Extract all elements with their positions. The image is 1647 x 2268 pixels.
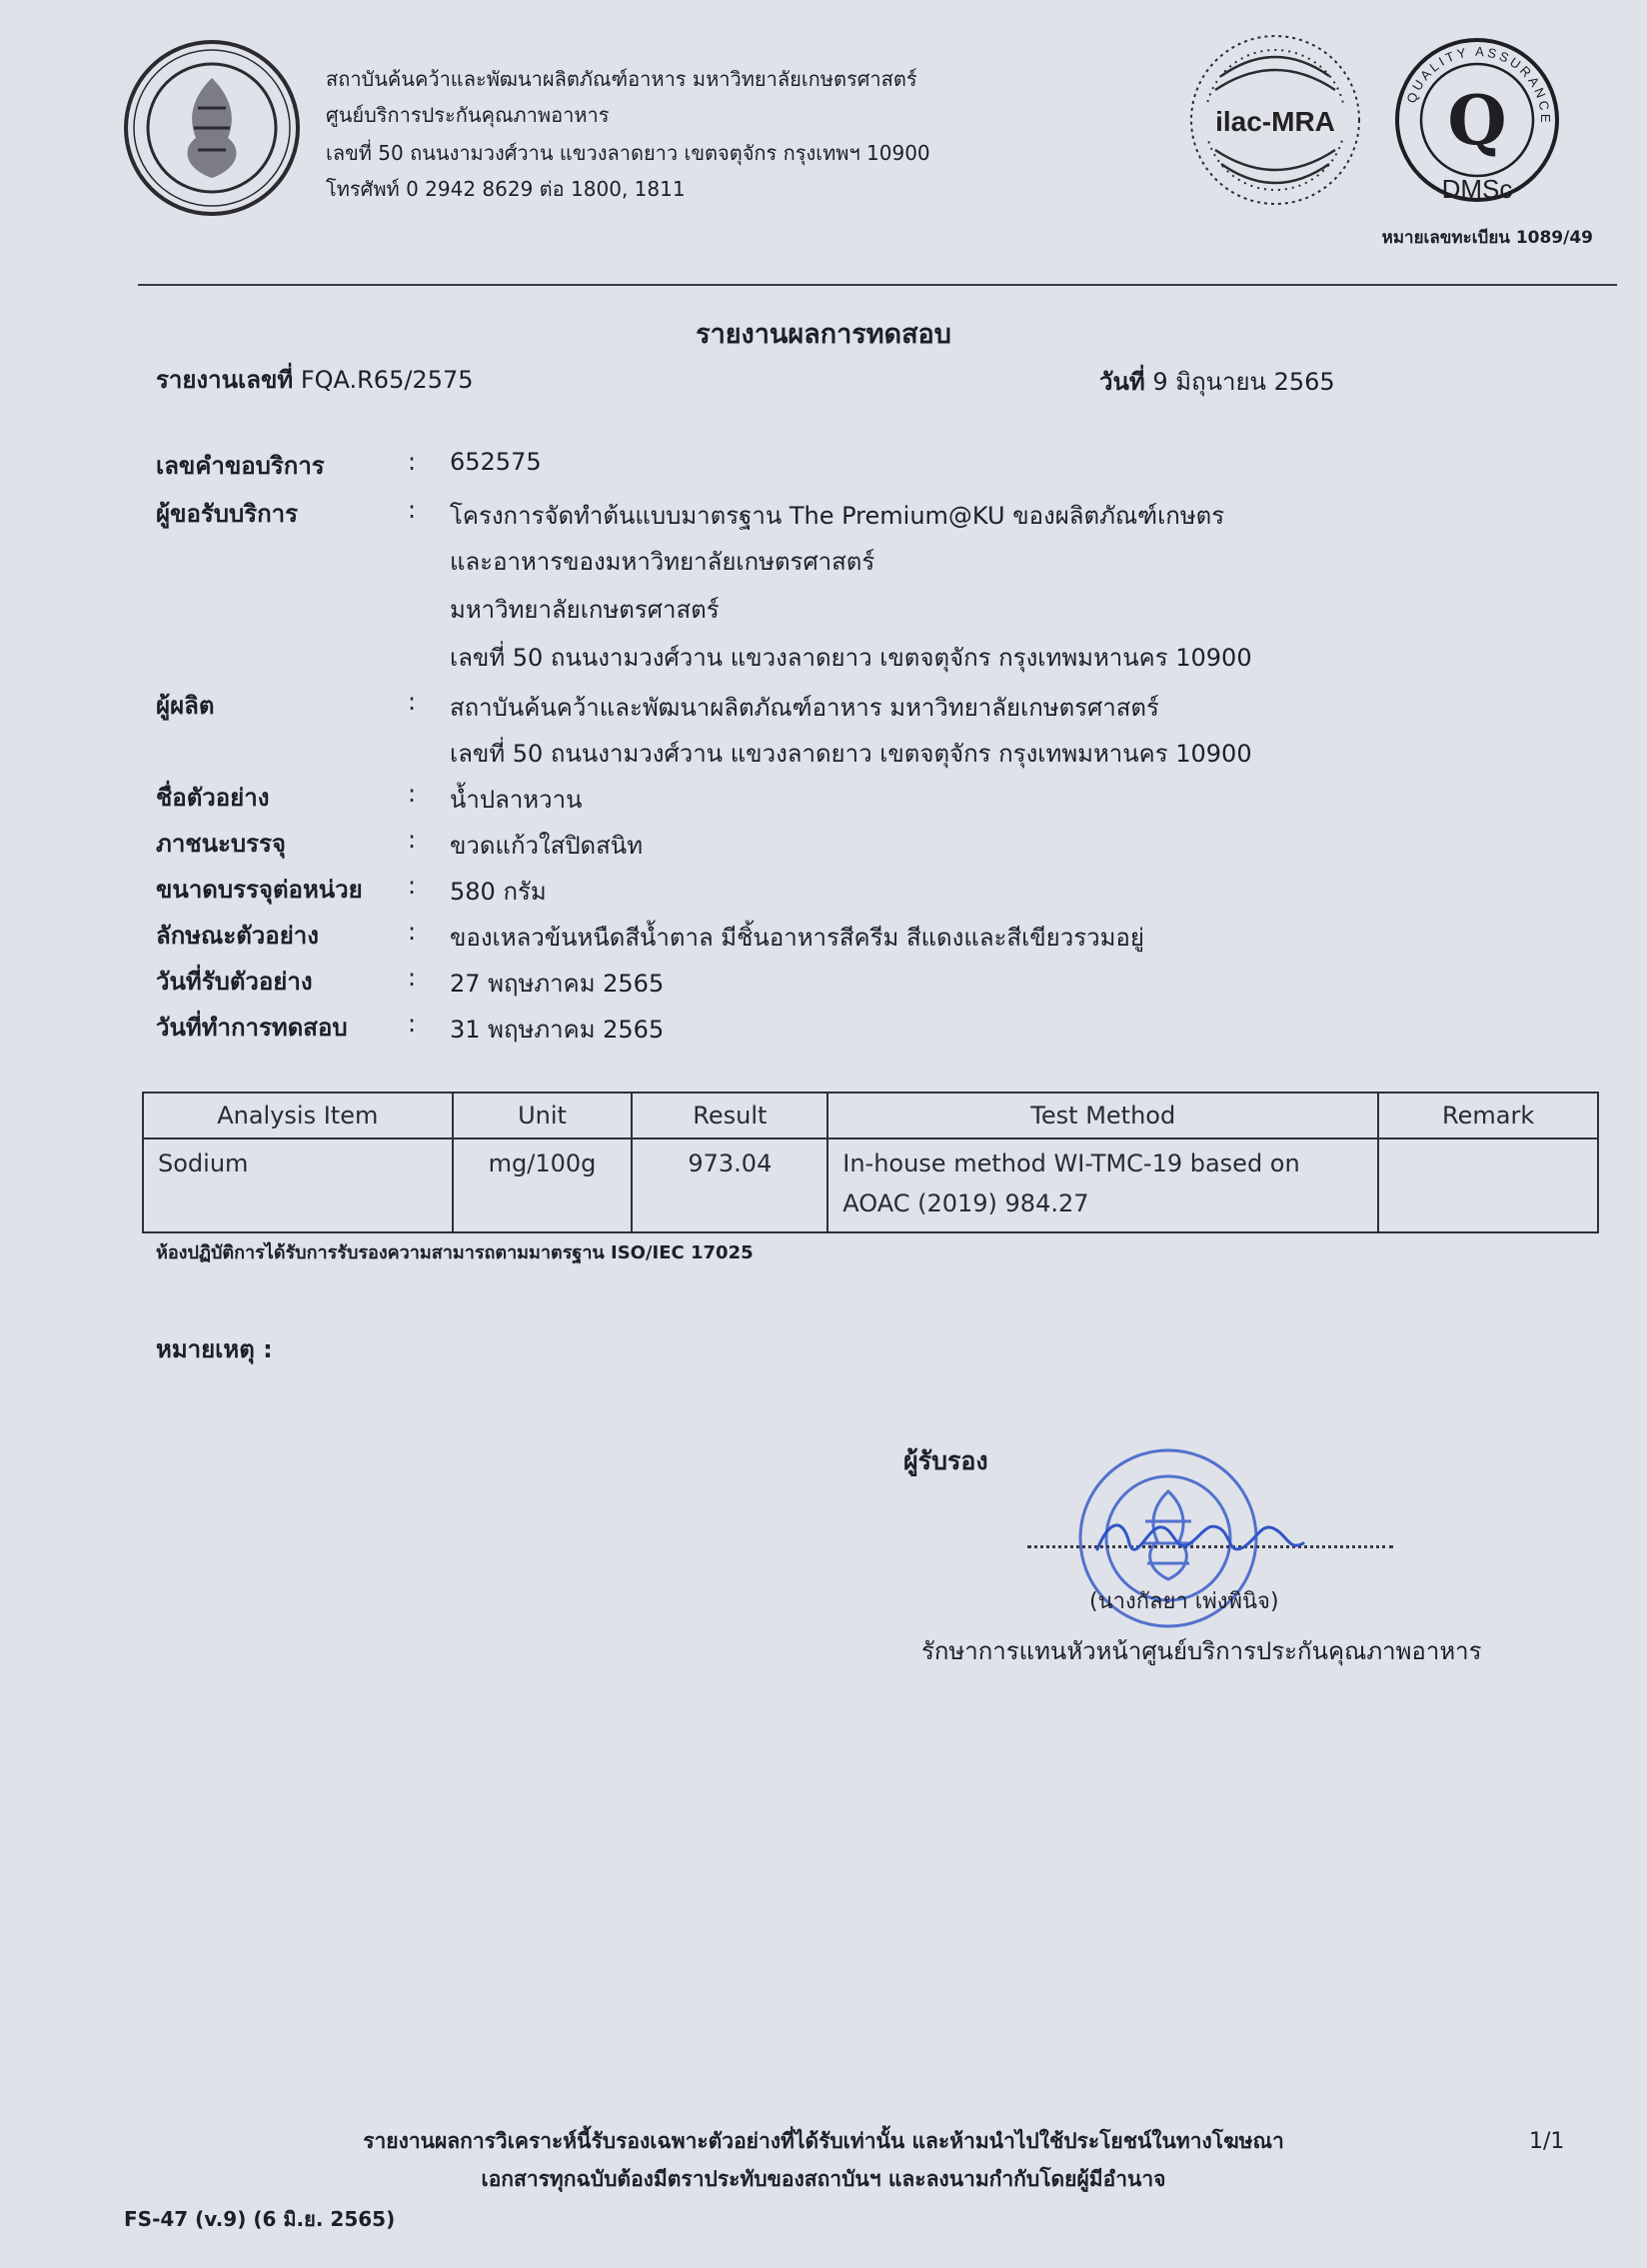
field-value-client-line1: โครงการจัดทำต้นแบบมาตรฐาน The Premium@KU ของผลิตภัณฑ์เกษตร (450, 502, 1225, 530)
test-method-line2: AOAC (2019) 984.27 (842, 1189, 1089, 1217)
header-divider (138, 284, 1617, 286)
header-center-name: ศูนย์บริการประกันคุณภาพอาหาร (326, 103, 610, 127)
table-row (143, 1138, 1598, 1232)
col-header-unit: Unit (453, 1093, 633, 1138)
table-header-row (143, 1093, 1598, 1138)
field-colon: : (408, 496, 417, 524)
field-label-received-date: วันที่รับตัวอย่าง (156, 968, 313, 996)
certifier-label: ผู้รับรอง (903, 1446, 988, 1475)
field-value-client-line4: เลขที่ 50 ถนนงามวงศ์วาน แขวงลาดยาว เขตจตุจักร กรุงเทพมหานคร 10900 (450, 644, 1252, 672)
dmsc-quality-assurance-logo (1387, 30, 1567, 210)
field-colon: : (408, 688, 417, 716)
field-value-request-no: 652575 (450, 448, 542, 476)
footer-disclaimer-line1: รายงานผลการวิเคราะห์นี้รับรองเฉพาะตัวอย่างที่ได้รับเท่านั้น และห้ามนำไปใช้ประโยชน์ในทางโฆษณา (363, 2129, 1284, 2153)
page-number: 1/1 (1529, 2129, 1565, 2154)
cell-unit: mg/100g (453, 1138, 633, 1232)
field-value-manufacturer-line1: สถาบันค้นคว้าและพัฒนาผลิตภัณฑ์อาหาร มหาวิทยาลัยเกษตรศาสตร์ (450, 694, 1159, 722)
handwritten-signature (1089, 1499, 1319, 1569)
field-label-container: ภาชนะบรรจุ (156, 830, 286, 858)
document-title: รายงานผลการทดสอบ (696, 319, 951, 350)
ilac-mra-logo (1185, 30, 1365, 210)
col-header-remark: Remark (1378, 1093, 1598, 1138)
field-label-test-date: วันที่ทำการทดสอบ (156, 1014, 348, 1042)
header-institute-name: สถาบันค้นคว้าและพัฒนาผลิตภัณฑ์อาหาร มหาวิทยาลัยเกษตรศาสตร์ (326, 67, 917, 91)
field-colon: : (408, 1010, 417, 1038)
svg-text:Q: Q (1447, 81, 1507, 161)
field-label-client: ผู้ขอรับบริการ (156, 500, 299, 528)
field-value-manufacturer-line2: เลขที่ 50 ถนนงามวงศ์วาน แขวงลาดยาว เขตจตุจักร กรุงเทพมหานคร 10900 (450, 740, 1252, 768)
report-date (1099, 362, 1335, 401)
field-label-request-no: เลขคำขอบริการ (156, 452, 325, 480)
field-colon: : (408, 448, 417, 476)
field-label-sample-appearance: ลักษณะตัวอย่าง (156, 922, 319, 950)
ilac-logo-text: ilac-MRA (1215, 106, 1335, 137)
header-phone: โทรศัพท์ 0 2942 8629 ต่อ 1800, 1811 (326, 177, 686, 201)
field-label-pack-size: ขนาดบรรจุต่อหน่วย (156, 876, 363, 904)
registration-number: หมายเลขทะเบียน 1089/49 (1381, 228, 1593, 248)
results-table (142, 1092, 1599, 1233)
col-header-test-method: Test Method (827, 1093, 1378, 1138)
field-value-sample-appearance: ของเหลวข้นหนืดสีน้ำตาล มีชิ้นอาหารสีครีม สีแดงและสีเขียวรวมอยู่ (450, 924, 1144, 952)
field-value-pack-size: 580 กรัม (450, 878, 547, 906)
field-colon: : (408, 872, 417, 900)
field-colon: : (408, 780, 417, 808)
dmsc-logo-text: DMSc (1441, 174, 1513, 204)
cell-analysis-item: Sodium (143, 1138, 453, 1232)
field-value-client-line2: และอาหารของมหาวิทยาลัยเกษตรศาสตร์ (450, 548, 875, 576)
col-header-analysis-item: Analysis Item (143, 1093, 453, 1138)
cell-test-method (827, 1138, 1378, 1232)
footer-disclaimer-line2: เอกสารทุกฉบับต้องมีตราประทับของสถาบันฯ และลงนามกำกับโดยผู้มีอำนาจ (481, 2167, 1166, 2191)
university-seal-logo (122, 38, 302, 218)
field-label-sample-name: ชื่อตัวอย่าง (156, 784, 270, 812)
signer-name: (นางกัลยา เพ่งพินิจ) (1089, 1589, 1279, 1614)
report-number-value: FQA.R65/2575 (300, 366, 474, 394)
field-value-sample-name: น้ำปลาหวาน (450, 786, 583, 814)
report-date-value: 9 มิถุนายน 2565 (1152, 368, 1335, 396)
signer-title: รักษาการแทนหัวหน้าศูนย์บริการประกันคุณภาพอาหาร (921, 1637, 1482, 1665)
report-date-label: วันที่ (1099, 368, 1145, 396)
cell-result: 973.04 (632, 1138, 827, 1232)
field-colon: : (408, 918, 417, 946)
dmsc-ring-text: QUALITY ASSURANCE (1403, 43, 1554, 126)
field-value-received-date: 27 พฤษภาคม 2565 (450, 970, 665, 998)
field-colon: : (408, 964, 417, 992)
header-address: เลขที่ 50 ถนนงามวงศ์วาน แขวงลาดยาว เขตจตุจักร กรุงเทพฯ 10900 (326, 141, 930, 165)
field-value-test-date: 31 พฤษภาคม 2565 (450, 1016, 665, 1044)
report-number (156, 360, 474, 399)
field-colon: : (408, 826, 417, 854)
field-label-manufacturer: ผู้ผลิต (156, 692, 215, 720)
accreditation-note: ห้องปฏิบัติการได้รับการรับรองความสามารถตามมาตรฐาน ISO/IEC 17025 (156, 1242, 754, 1263)
report-number-label: รายงานเลขที่ (156, 366, 294, 394)
remark-label: หมายเหตุ : (156, 1335, 273, 1363)
col-header-result: Result (632, 1093, 827, 1138)
form-code: FS-47 (v.9) (6 มิ.ย. 2565) (124, 2207, 396, 2231)
field-value-client-line3: มหาวิทยาลัยเกษตรศาสตร์ (450, 596, 720, 624)
test-method-line1: In-house method WI-TMC-19 based on (842, 1149, 1300, 1177)
cell-remark (1378, 1138, 1598, 1232)
field-value-container: ขวดแก้วใสปิดสนิท (450, 832, 644, 860)
